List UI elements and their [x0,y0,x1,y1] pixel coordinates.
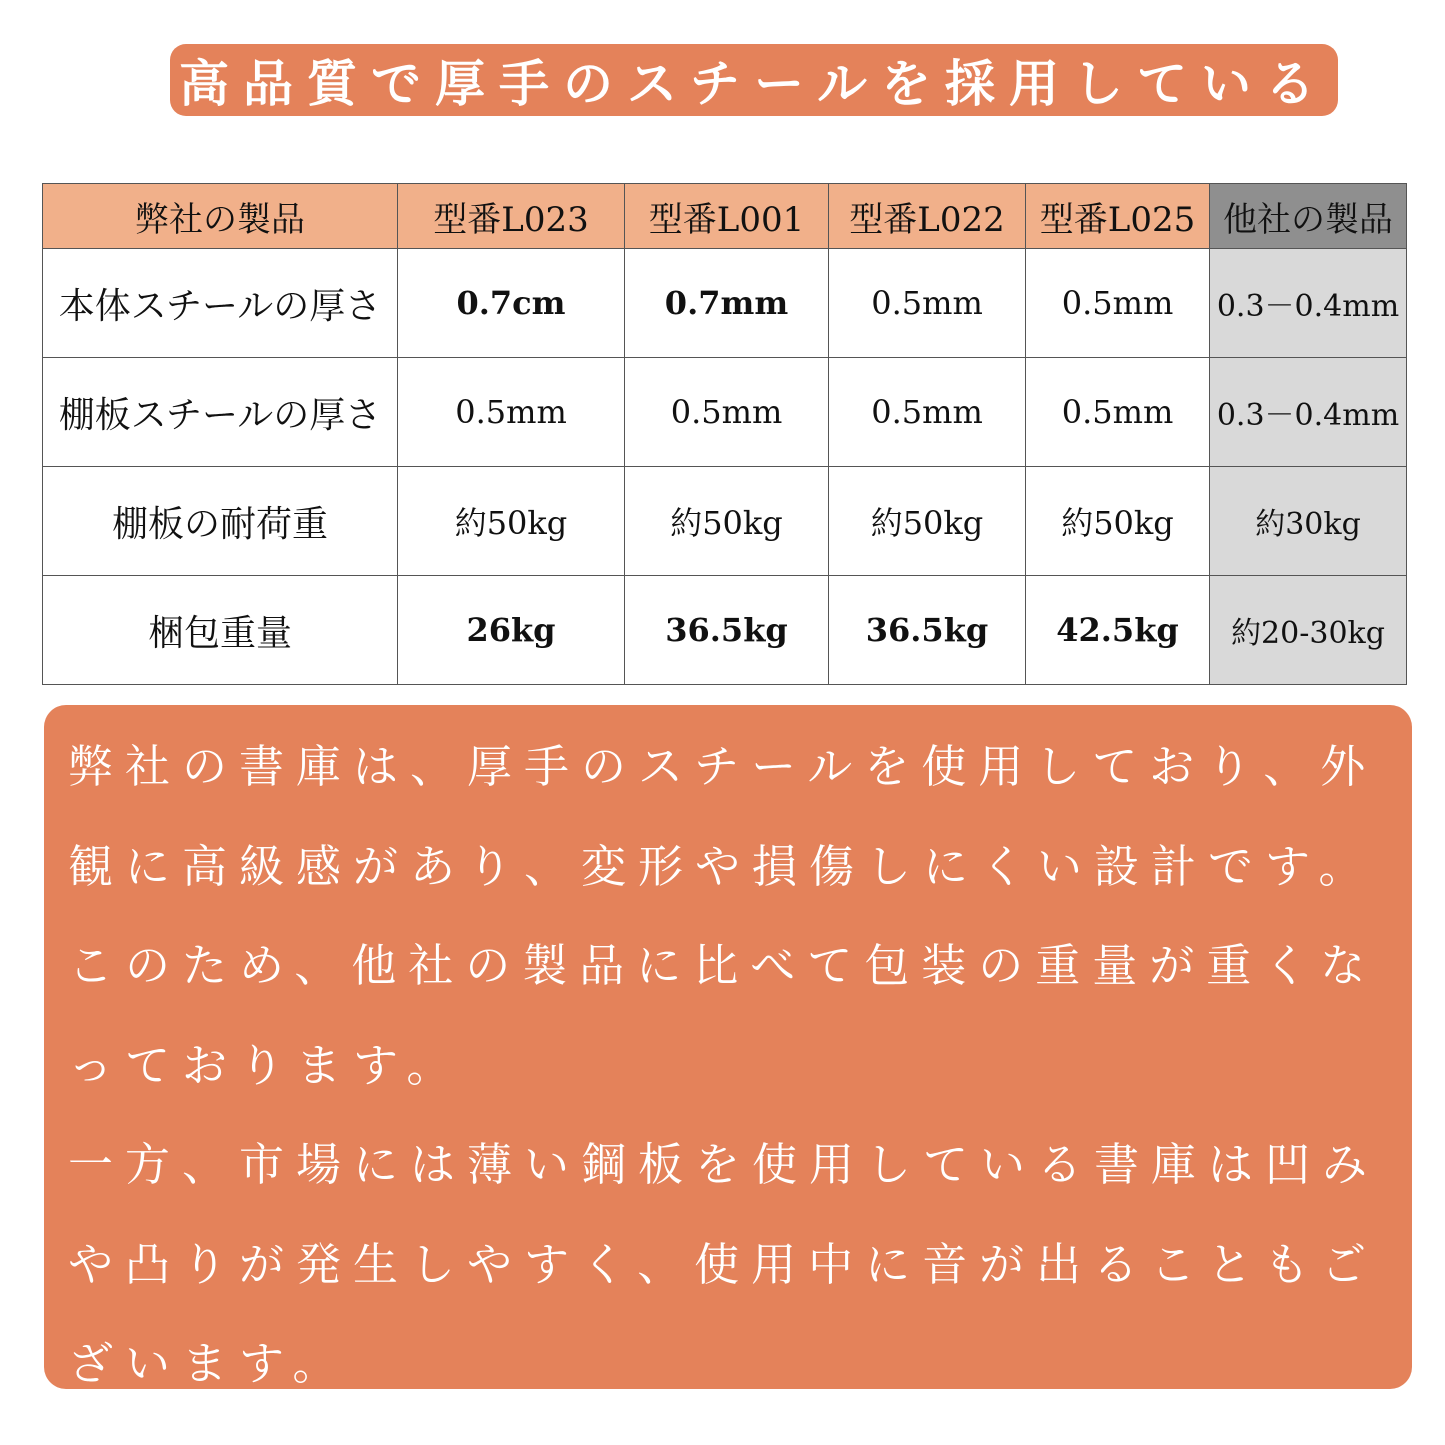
row-label: 梱包重量 [43,576,398,685]
other-product-cell: 約30kg [1210,467,1407,576]
other-product-cell: 約20-30kg [1210,576,1407,685]
title-banner [170,44,1338,116]
table-cell: 0.7mm [625,249,829,358]
row-label: 棚板スチールの厚さ [43,358,398,467]
table-cell: 0.5mm [829,249,1026,358]
description-paragraph: 一方、市場には薄い鋼板を使用している書庫は凹みや凸りが発生しやすく、使用中に音が出ることもございます。 [68,1138,1380,1390]
page-title: 高品質で厚手のスチールを採用している [179,55,1329,113]
table-cell: 0.5mm [1026,358,1210,467]
table-cell: 約50kg [625,467,829,576]
table-row [43,249,1407,358]
header-model-l025: 型番L025 [1026,184,1210,249]
header-model-l022: 型番L022 [829,184,1026,249]
table-row [43,576,1407,685]
comparison-table [42,183,1407,685]
row-label: 本体スチールの厚さ [43,249,398,358]
table-cell: 0.5mm [398,358,625,467]
table-cell: 約50kg [398,467,625,576]
table-cell: 0.7cm [398,249,625,358]
header-model-l023: 型番L023 [398,184,625,249]
table-cell: 36.5kg [625,576,829,685]
table-cell: 36.5kg [829,576,1026,685]
table-row [43,358,1407,467]
table-cell: 26kg [398,576,625,685]
description-paragraph: 弊社の書庫は、厚手のスチールを使用しており、外観に高級感があり、変形や損傷しにくい設計です。このため、他社の製品に比べて包装の重量が重くなっております。 [68,740,1378,1092]
table-row [43,467,1407,576]
header-our-products: 弊社の製品 [43,184,398,249]
header-other-products: 他社の製品 [1210,184,1407,249]
table-header-row [43,184,1407,249]
table-cell: 0.5mm [829,358,1026,467]
table-cell: 0.5mm [625,358,829,467]
table-cell: 0.5mm [1026,249,1210,358]
description-box [44,705,1412,1389]
other-product-cell: 0.3－0.4mm [1210,358,1407,467]
row-label: 棚板の耐荷重 [43,467,398,576]
table-cell: 42.5kg [1026,576,1210,685]
header-model-l001: 型番L001 [625,184,829,249]
other-product-cell: 0.3－0.4mm [1210,249,1407,358]
table-cell: 約50kg [1026,467,1210,576]
table-cell: 約50kg [829,467,1026,576]
